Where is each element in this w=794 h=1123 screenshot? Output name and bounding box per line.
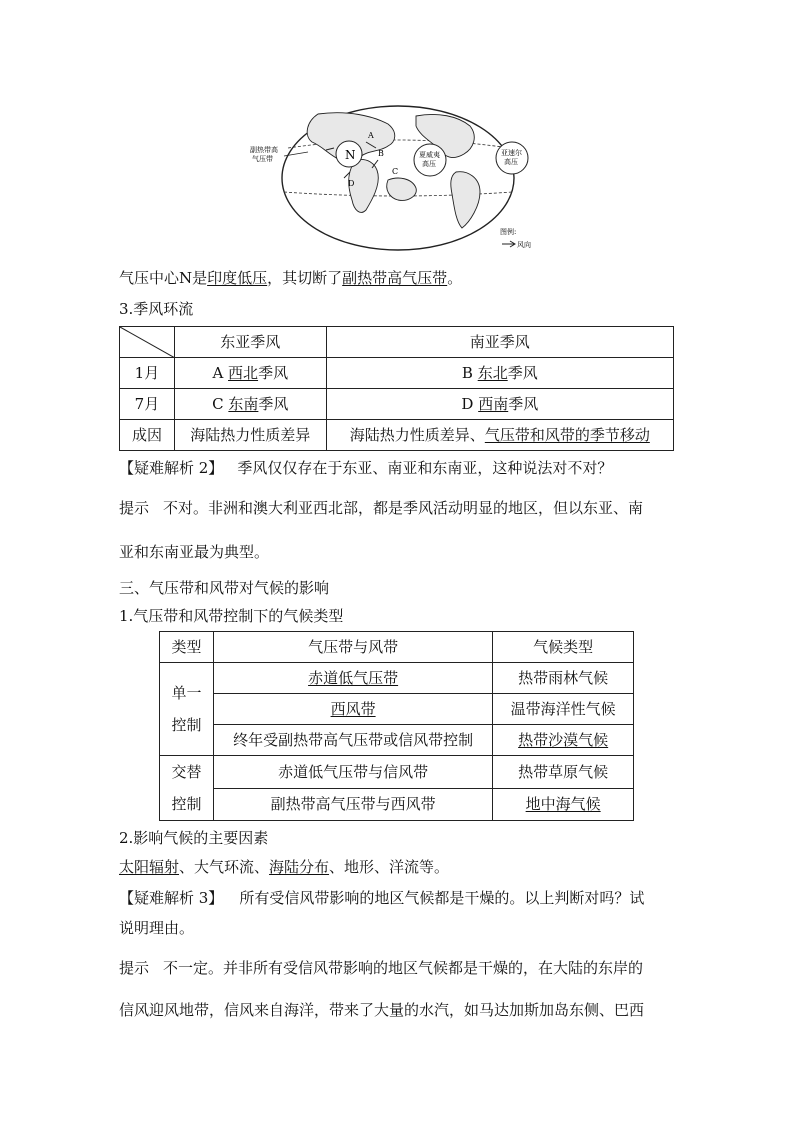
row-3-belt: 终年受副热带高气压带或信风带控制 — [213, 725, 492, 756]
cause-east-asia: 海陆热力性质差异 — [174, 420, 326, 451]
alternate-control-cell — [160, 756, 214, 821]
factor-land-sea: 海陆分布 — [269, 858, 330, 876]
subtropical-high-label-2: 气压带 — [252, 155, 273, 163]
question-3-line-2: 说明理由。 — [119, 919, 195, 937]
single-control-label-2: 控制 — [171, 716, 202, 734]
jan-south-asia: B 东北季风 — [326, 358, 673, 389]
header-climate: 气候类型 — [493, 632, 634, 663]
caption-answer-2: 副热带高气压带 — [342, 269, 448, 287]
row-5-climate: 地中海气候 — [493, 788, 634, 821]
hawaii-high-label-2: 高压 — [422, 160, 436, 168]
answer-2-label: 提示 — [119, 499, 150, 517]
answer-2-text-1: 不对。非洲和澳大利亚西北部，都是季风活动明显的地区，但以东亚、南 — [163, 499, 644, 517]
subtropical-high-pointer — [284, 152, 308, 156]
factor-solar: 太阳辐射 — [119, 858, 180, 876]
header-east-asia: 东亚季风 — [174, 327, 326, 358]
map-label-d: D — [348, 179, 355, 188]
part-3-title: 三、气压带和风带对气候的影响 — [119, 579, 330, 597]
jan-east-asia: A 西北季风 — [174, 358, 326, 389]
jul-south-asia: D 西南季风 — [326, 389, 673, 420]
australia-shape — [387, 178, 417, 200]
alternate-control-label-1: 交替 — [171, 763, 202, 781]
answer-northeast: 东北 — [477, 364, 508, 382]
factors-line: 太阳辐射、大气环流、海陆分布、地形、洋流等。 — [119, 858, 450, 876]
answer-2-line-1 — [119, 498, 643, 518]
row-5-belt: 副热带高气压带与西风带 — [213, 788, 492, 821]
legend-item: 风向 — [517, 241, 531, 249]
map-label-c: C — [392, 167, 399, 176]
map-caption — [119, 268, 462, 288]
row-jul-label: 7月 — [120, 389, 175, 420]
row-2-climate: 温带海洋性气候 — [493, 694, 634, 725]
answer-3-label: 提示 — [119, 959, 150, 977]
cause-south-asia: 海陆热力性质差异、气压带和风带的季节移动 — [326, 420, 673, 451]
map-label-a: A — [368, 131, 374, 140]
subtropical-high-label-1: 副热带高 — [250, 146, 278, 154]
section-3-title: 3.季风环流 — [119, 300, 194, 318]
subsection-2-title: 2.影响气候的主要因素 — [119, 829, 269, 847]
answer-3-line-2: 信风迎风地带，信风来自海洋，带来了大量的水汽，如马达加斯加岛东侧、巴西 — [119, 1001, 645, 1019]
header-south-asia: 南亚季风 — [326, 327, 673, 358]
question-2 — [119, 458, 612, 478]
caption-text-2: ，其切断了 — [267, 269, 343, 287]
answer-3-text-1: 不一定。并非所有受信风带影响的地区气候都是干燥的，在大陆的东岸的 — [163, 959, 644, 977]
question-2-text: 季风仅仅存在于东亚、南亚和东南亚，这种说法对不对？ — [237, 459, 613, 477]
azores-high-label-2: 高压 — [504, 158, 518, 166]
diagonal-header-cell — [120, 327, 175, 358]
row-cause-label: 成因 — [120, 420, 175, 451]
diagonal-line — [120, 327, 175, 358]
question-2-label: 【疑难解析 2】 — [119, 459, 224, 477]
caption-text-1: 气压中心N是 — [119, 269, 208, 287]
question-3 — [119, 888, 644, 908]
row-jan-label: 1月 — [120, 358, 175, 389]
hawaii-high-label-1: 夏威夷 — [419, 151, 440, 159]
single-control-label-1: 单一 — [171, 684, 202, 702]
question-3-text-1: 所有受信风带影响的地区气候都是干燥的。以上判断对吗？试 — [239, 889, 645, 907]
answer-northwest: 西北 — [228, 364, 259, 382]
alternate-control-label-2: 控制 — [171, 795, 202, 813]
climate-table — [159, 631, 634, 821]
map-label-b: B — [378, 149, 384, 158]
answer-3-line-1 — [119, 958, 643, 978]
row-4-belt: 赤道低气压带与信风带 — [213, 756, 492, 789]
map-svg — [248, 102, 548, 254]
jul-east-asia: C 东南季风 — [174, 389, 326, 420]
row-1-climate: 热带雨林气候 — [493, 663, 634, 694]
pressure-center-n-label: N — [345, 148, 356, 162]
azores-high-label-1: 亚速尔 — [501, 149, 522, 157]
header-type: 类型 — [160, 632, 214, 663]
answer-southeast: 东南 — [228, 395, 259, 413]
row-3-climate: 热带沙漠气候 — [493, 725, 634, 756]
legend-title: 图例: — [500, 228, 517, 236]
world-monsoon-map — [248, 102, 548, 254]
question-3-label: 【疑难解析 3】 — [119, 889, 224, 907]
row-1-belt: 赤道低气压带 — [213, 663, 492, 694]
monsoon-table — [119, 326, 674, 451]
caption-answer-1: 印度低压 — [207, 269, 268, 287]
row-2-belt: 西风带 — [213, 694, 492, 725]
single-control-cell — [160, 663, 214, 756]
answer-southwest: 西南 — [478, 395, 509, 413]
south-america-shape — [451, 172, 480, 228]
answer-seasonal-shift: 气压带和风带的季节移动 — [484, 426, 650, 444]
subsection-1-title: 1.气压带和风带控制下的气候类型 — [119, 607, 344, 625]
row-4-climate: 热带草原气候 — [493, 756, 634, 789]
caption-text-3: 。 — [447, 269, 463, 287]
header-belt: 气压带与风带 — [213, 632, 492, 663]
answer-2-line-2: 亚和东南亚最为典型。 — [119, 543, 270, 561]
